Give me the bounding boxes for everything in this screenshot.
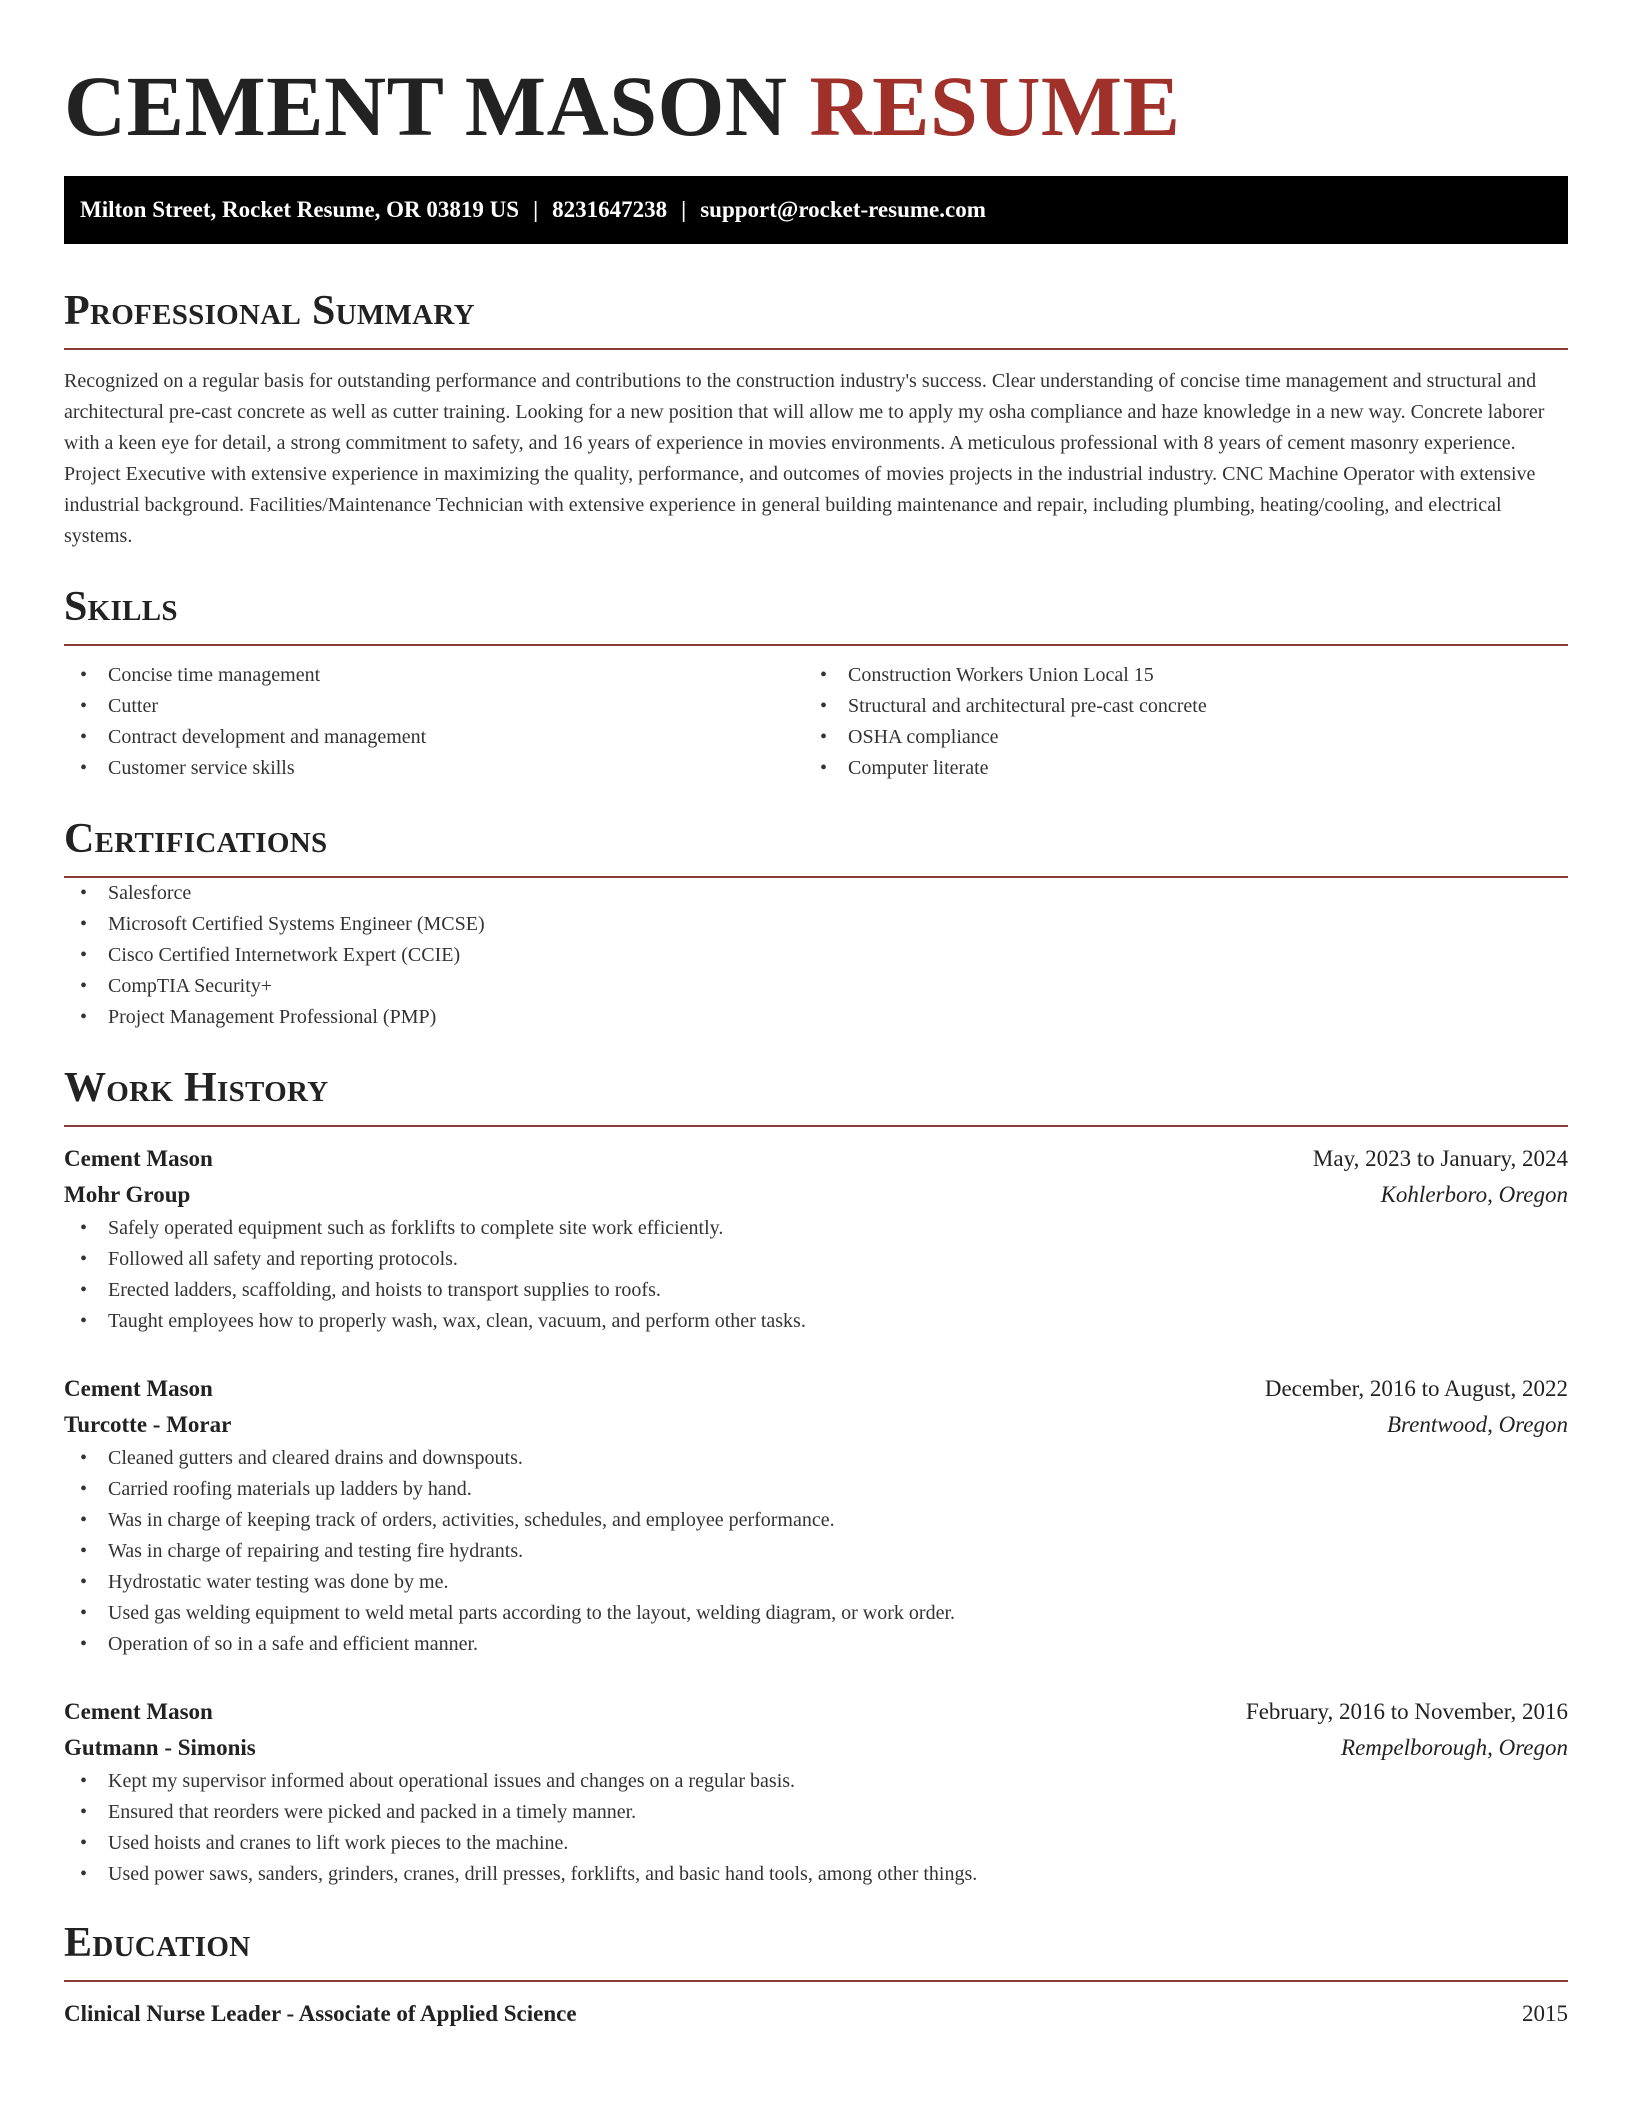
contact-phone: 8231647238 xyxy=(552,197,668,222)
job-bullet: • Erected ladders, scaffolding, and hoists to transport supplies to roofs. xyxy=(64,1275,1568,1306)
job-bullet: • Carried roofing materials up ladders by hand. xyxy=(64,1474,1568,1505)
job-company: Mohr Group xyxy=(64,1182,191,1207)
job-dates: December, 2016 to August, 2022 xyxy=(1264,1376,1568,1401)
skill-item: • Contract development and management xyxy=(64,722,804,753)
job-location: Kohlerboro, Oregon xyxy=(1380,1182,1568,1207)
section-title-work-history: Work History xyxy=(64,1065,329,1111)
contact-separator: | xyxy=(681,197,687,222)
certification-item: • Salesforce xyxy=(64,878,1568,909)
skill-item: • Construction Workers Union Local 15 xyxy=(804,660,1544,691)
job-entry xyxy=(64,1141,1568,1337)
resume-title xyxy=(64,0,1568,156)
skill-item: • Concise time management xyxy=(64,660,804,691)
job-header-row xyxy=(64,1371,1568,1407)
contact-address: Milton Street, Rocket Resume, OR 03819 US xyxy=(80,197,520,222)
skill-item: • Computer literate xyxy=(804,753,1544,784)
job-company-row xyxy=(64,1730,1568,1766)
job-bullet: • Used hoists and cranes to lift work pieces to the machine. xyxy=(64,1828,1568,1859)
job-location: Brentwood, Oregon xyxy=(1386,1412,1568,1437)
section-divider xyxy=(64,1125,1568,1127)
contact-bar xyxy=(64,176,1568,244)
job-entry xyxy=(64,1371,1568,1660)
certification-item: • Project Management Professional (PMP) xyxy=(64,1002,1568,1033)
section-divider xyxy=(64,1980,1568,1982)
section-work-history xyxy=(64,1063,1568,1890)
job-company: Gutmann - Simonis xyxy=(64,1735,256,1760)
certifications-list xyxy=(64,878,1568,1033)
summary-text: Recognized on a regular basis for outstanding performance and contributions to the construction industry's success. Clear understanding of concise time management and structural and architectural pre-cast concrete as well as cutter training. Looking for a new position that will allow me to apply my osha compliance and haze knowledge in a new way. Concrete laborer with a keen eye for detail, a strong commitment to safety, and 16 years of experience in movies environments. A meticulous professional with 8 years of cement masonry experience. Project Executive with extensive experience in maximizing the quality, performance, and outcomes of movies projects in the industrial industry. CNC Machine Operator with extensive industrial background. Facilities/Maintenance Technician with extensive experience in general building maintenance and repair, including plumbing, heating/cooling, and electrical systems. xyxy=(64,370,1545,547)
section-skills xyxy=(64,582,1568,784)
skill-item: • Customer service skills xyxy=(64,753,804,784)
education-entry xyxy=(64,1996,1568,2032)
job-location: Rempelborough, Oregon xyxy=(1341,1735,1568,1760)
job-bullet: • Safely operated equipment such as forklifts to complete site work efficiently. xyxy=(64,1213,1568,1244)
job-company: Turcotte - Morar xyxy=(64,1412,232,1437)
section-education xyxy=(64,1918,1568,2032)
certification-item: • Microsoft Certified Systems Engineer (MCSE) xyxy=(64,909,1568,940)
certification-item: • CompTIA Security+ xyxy=(64,971,1568,1002)
job-bullet: • Was in charge of repairing and testing fire hydrants. xyxy=(64,1536,1568,1567)
section-divider xyxy=(64,644,1568,646)
job-bullet: • Used power saws, sanders, grinders, cranes, drill presses, forklifts, and basic hand tools, among other things. xyxy=(64,1859,1568,1890)
skill-item: • Cutter xyxy=(64,691,804,722)
section-title-skills: Skills xyxy=(64,584,178,630)
job-bullet: • Was in charge of keeping track of orders, activities, schedules, and employee performance. xyxy=(64,1505,1568,1536)
section-title-certifications: Certifications xyxy=(64,816,328,862)
title-main: CEMENT MASON xyxy=(64,58,788,154)
section-title-summary: Professional Summary xyxy=(64,288,475,334)
job-bullets xyxy=(64,1443,1568,1660)
certification-item: • Cisco Certified Internetwork Expert (CCIE) xyxy=(64,940,1568,971)
education-year: 2015 xyxy=(1522,2001,1568,2026)
section-summary xyxy=(64,286,1568,552)
resume-page xyxy=(64,0,1568,2032)
job-dates: February, 2016 to November, 2016 xyxy=(1245,1699,1568,1724)
skills-column-left xyxy=(64,660,804,784)
job-title: Cement Mason xyxy=(64,1376,213,1401)
education-degree: Clinical Nurse Leader - Associate of Applied Science xyxy=(64,2001,577,2026)
job-bullets xyxy=(64,1213,1568,1337)
job-bullet: • Hydrostatic water testing was done by me. xyxy=(64,1567,1568,1598)
section-certifications xyxy=(64,814,1568,1033)
job-title: Cement Mason xyxy=(64,1146,213,1171)
education-header-row xyxy=(64,1996,1568,2032)
job-dates: May, 2023 to January, 2024 xyxy=(1312,1146,1568,1171)
job-bullet: • Ensured that reorders were picked and packed in a timely manner. xyxy=(64,1797,1568,1828)
job-bullet: • Used gas welding equipment to weld metal parts according to the layout, welding diagram, or work order. xyxy=(64,1598,1568,1629)
job-bullet: • Taught employees how to properly wash, wax, clean, vacuum, and perform other tasks. xyxy=(64,1306,1568,1337)
job-bullet: • Followed all safety and reporting protocols. xyxy=(64,1244,1568,1275)
job-entry xyxy=(64,1694,1568,1890)
job-bullet: • Operation of so in a safe and efficient manner. xyxy=(64,1629,1568,1660)
job-bullet: • Kept my supervisor informed about operational issues and changes on a regular basis. xyxy=(64,1766,1568,1797)
job-company-row xyxy=(64,1407,1568,1443)
job-header-row xyxy=(64,1141,1568,1177)
title-accent: RESUME xyxy=(809,58,1181,154)
job-company-row xyxy=(64,1177,1568,1213)
contact-separator: | xyxy=(533,197,539,222)
section-title-education: Education xyxy=(64,1920,251,1966)
contact-email: support@rocket-resume.com xyxy=(700,197,986,222)
job-header-row xyxy=(64,1694,1568,1730)
skills-column-right xyxy=(804,660,1544,784)
skill-item: • Structural and architectural pre-cast concrete xyxy=(804,691,1544,722)
job-bullet: • Cleaned gutters and cleared drains and downspouts. xyxy=(64,1443,1568,1474)
skills-grid xyxy=(64,660,1568,784)
section-divider xyxy=(64,348,1568,350)
job-bullets xyxy=(64,1766,1568,1890)
job-title: Cement Mason xyxy=(64,1699,213,1724)
skill-item: • OSHA compliance xyxy=(804,722,1544,753)
